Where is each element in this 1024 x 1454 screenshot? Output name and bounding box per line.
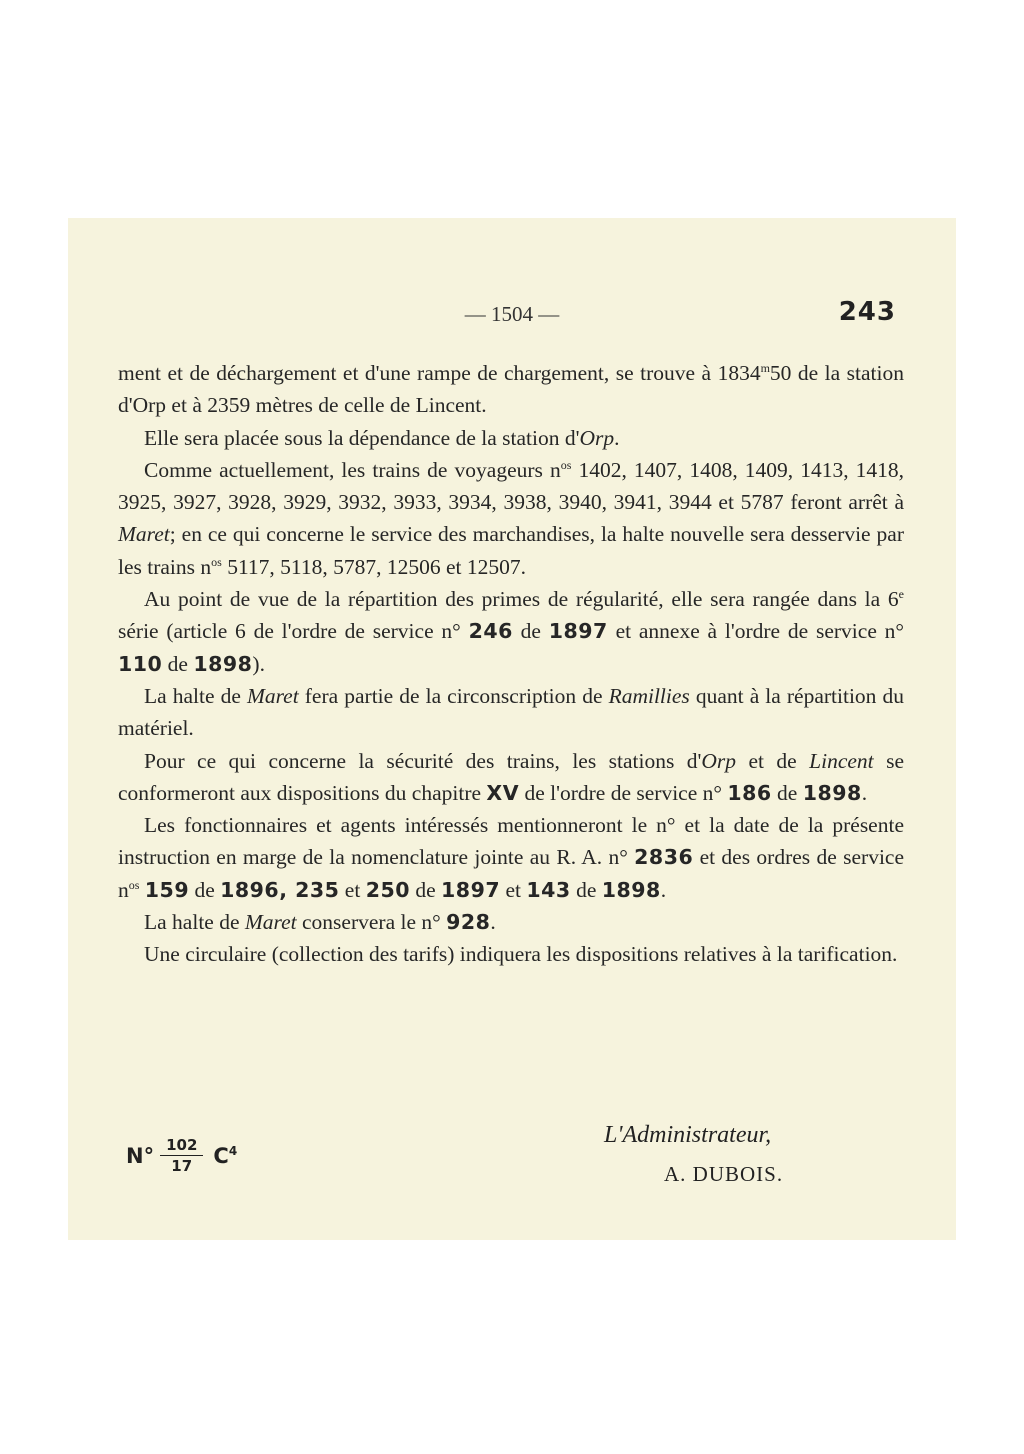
signature-title: L'Administrateur,: [604, 1122, 772, 1148]
paragraph-2: Elle sera placée sous la dépendance de la station d'Orp.: [144, 425, 620, 450]
page-number: — 1504 —: [464, 302, 560, 326]
paragraph-8: La halte de Maret conservera le n° 928.: [144, 910, 496, 935]
reference-suffix: $C^4$: [213, 1143, 238, 1168]
paragraph-7: Les fonctionnaires et agents intéressés mentionneront le n° et la date de la présente instruction en marge de la nomenclature jointe au R. A. n° 2836 et des ordres de service $n^{os}$ 159 de 1896, 235 et 250 de 1897 et 143 de 1898.: [118, 813, 905, 902]
paragraph-4: Au point de vue de la répartition des primes de régularité, elle sera rangée dans la 6e série (article 6 de l'ordre de service n° 246 de 1897 et annexe à l'ordre de service n° 110 de 1898).: [118, 586, 904, 676]
paragraph-6: Pour ce qui concerne la sécurité des trains, les stations d'Orp et de Lincent se conformeront aux dispositions du chapitre XV de l'ordre de service n° 186 de 1898.: [118, 748, 904, 805]
reference-prefix: N°: [126, 1143, 155, 1168]
paragraph-1: ment et de déchargement et d'une rampe de chargement, se trouve à 1834$^m$50 de la station d'Orp et à 2359 mètres de celle de Lincent.: [118, 360, 904, 418]
signature-name: A. DUBOIS.: [664, 1162, 784, 1186]
reference-denominator: 17: [171, 1157, 193, 1175]
document-body: [118, 357, 904, 971]
reference-fraction: [160, 1136, 203, 1175]
reference-numerator: 102: [160, 1136, 203, 1156]
corner-number: 243: [838, 297, 896, 327]
document-reference: [126, 1136, 237, 1175]
paragraph-9: Une circulaire (collection des tarifs) indiquera les dispositions relatives à la tarification.: [144, 942, 898, 967]
paragraph-3: Comme actuellement, les trains de voyageurs $n^{os}$ 1402, 1407, 1408, 1409, 1413, 1418, 3925, 3927, 3928, 3929, 3932, 3933, 3934, 3938, 3940, 3941, 3944 et 5787 feront arrêt à Maret; en ce qui concerne le service des marchandises, la halte nouvelle sera desservie par les trains $n^{os}$ 5117, 5118, 5787, 12506 et 12507.: [118, 457, 905, 579]
paragraph-5: La halte de Maret fera partie de la circonscription de Ramillies quant à la répartition du matériel.: [118, 683, 904, 741]
